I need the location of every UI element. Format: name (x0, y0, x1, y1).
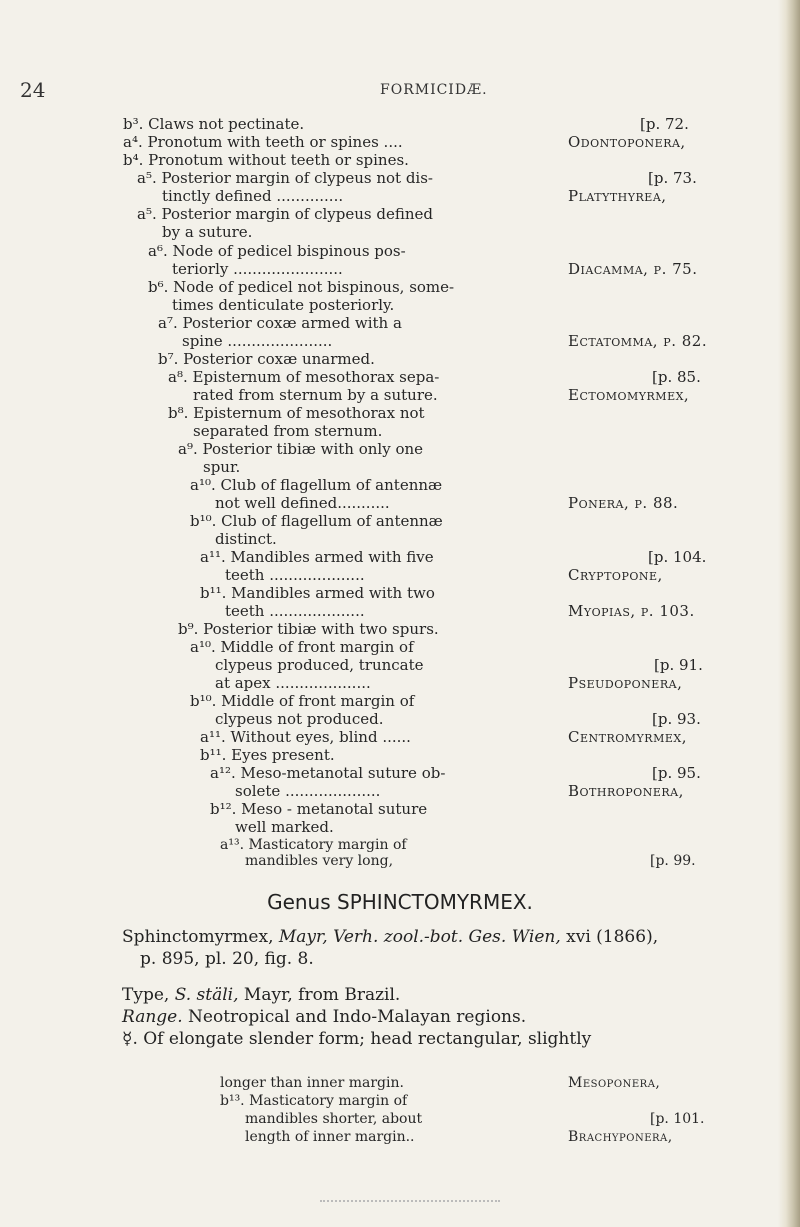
key-line: tinctly defined .............. (162, 187, 344, 205)
key-line: teeth .................... (225, 602, 365, 620)
key-line: b⁴. Pronotum without teeth or spines. (123, 151, 409, 169)
key-line: a¹⁰. Club of flagellum of antennæ (190, 476, 443, 494)
genus-heading: Genus SPHINCTOMYRMEX. (267, 890, 533, 914)
range-line (122, 1006, 526, 1028)
key-line: b⁹. Posterior tibiæ with two spurs. (178, 620, 439, 638)
key-line: b¹⁰. Middle of front margin of (190, 692, 415, 710)
citation-volume: xvi (1866), (560, 927, 659, 947)
genus-reference: Cryptopone, (568, 566, 663, 584)
key-line: a⁷. Posterior coxæ armed with a (158, 314, 402, 332)
key-line: b⁸. Episternum of mesothorax not (168, 404, 425, 422)
range-label: Range. (122, 1007, 183, 1027)
key-reference: [p. 93. (652, 710, 701, 728)
worker-symbol: ☿ (122, 1029, 133, 1049)
key-line: separated from sternum. (193, 422, 383, 440)
type-species: S. stäli, (174, 985, 239, 1005)
key-line: b¹¹. Eyes present. (200, 746, 335, 764)
key-reference: [p. 104. (648, 548, 707, 566)
key-line: at apex .................... (215, 674, 371, 692)
key-reference: [p. 91. (654, 656, 703, 674)
genus-reference: Ectatomma, p. 82. (568, 332, 708, 350)
type-rest: Mayr, from Brazil. (238, 985, 401, 1005)
key-line: a⁹. Posterior tibiæ with only one (178, 440, 424, 458)
key-line: a⁶. Node of pedicel bispinous pos- (148, 242, 406, 260)
scan-artifact-dots (320, 1200, 500, 1202)
genus-reference: Ectomomyrmex, (568, 386, 690, 404)
genus-reference: Odontoponera, (568, 133, 686, 151)
key-line: spine ...................... (182, 332, 333, 350)
key-reference: [p. 95. (652, 764, 701, 782)
citation-line-2: p. 895, pl. 20, fig. 8. (140, 949, 314, 969)
key-line: b⁶. Node of pedicel not bispinous, some- (148, 278, 455, 296)
key-line: a¹³. Masticatory margin of (220, 837, 407, 853)
genus-reference: Pseudoponera, (568, 674, 683, 692)
key-line: well marked. (235, 818, 334, 836)
key-line: a⁵. Posterior margin of clypeus defined (137, 205, 433, 223)
type-line (122, 984, 400, 1006)
description-line (122, 1028, 591, 1050)
key-line: a⁵. Posterior margin of clypeus not dis- (137, 169, 433, 187)
page-number: 24 (20, 78, 46, 102)
key-line: length of inner margin.. (245, 1129, 415, 1145)
key-line: a¹⁰. Middle of front margin of (190, 638, 414, 656)
range-text: Neotropical and Indo-Malayan regions. (182, 1007, 527, 1027)
key-reference: [p. 99. (650, 853, 696, 869)
key-line: b¹¹. Mandibles armed with two (200, 584, 435, 602)
genus-reference: Ponera, p. 88. (568, 494, 679, 512)
key-line: b³. Claws not pectinate. (123, 115, 305, 133)
key-line: a⁴. Pronotum with teeth or spines .... (123, 133, 403, 151)
key-line: teriorly ....................... (172, 260, 343, 278)
key-reference: [p. 101. (650, 1111, 705, 1127)
key-reference: [p. 72. (640, 115, 689, 133)
key-line: times denticulate posteriorly. (172, 296, 395, 314)
key-line: spur. (203, 458, 241, 476)
genus-reference: Brachyponera, (568, 1129, 673, 1145)
key-line: mandibles very long, (245, 853, 394, 869)
key-line: a¹¹. Mandibles armed with five (200, 548, 434, 566)
key-line: b¹². Meso - metanotal suture (210, 800, 428, 818)
key-line: clypeus produced, truncate (215, 656, 424, 674)
key-reference: [p. 85. (652, 368, 701, 386)
genus-reference: Platythyrea, (568, 187, 667, 205)
page-edge (778, 0, 800, 1227)
type-label: Type, (122, 985, 175, 1005)
key-line: b¹³. Masticatory margin of (220, 1093, 408, 1109)
key-line: a¹¹. Without eyes, blind ...... (200, 728, 411, 746)
genus-reference: Bothroponera, (568, 782, 684, 800)
key-line: clypeus not produced. (215, 710, 384, 728)
genus-reference: Myopias, p. 103. (568, 602, 695, 620)
key-line: by a suture. (162, 223, 253, 241)
key-line: a¹². Meso-metanotal suture ob- (210, 764, 446, 782)
running-title: FORMICIDÆ. (380, 82, 488, 98)
key-line: mandibles shorter, about (245, 1111, 423, 1127)
key-line: solete .................... (235, 782, 381, 800)
description-text: . Of elongate slender form; head rectangular, slightly (132, 1029, 592, 1049)
key-line: b¹⁰. Club of flagellum of antennæ (190, 512, 443, 530)
genus-reference: Mesoponera, (568, 1075, 661, 1091)
key-line: not well defined........... (215, 494, 390, 512)
citation-line (122, 926, 658, 948)
key-reference: [p. 73. (648, 169, 697, 187)
citation-genus: Sphinctomyrmex, (122, 927, 279, 947)
key-line: teeth .................... (225, 566, 365, 584)
genus-reference: Diacamma, p. 75. (568, 260, 698, 278)
key-line: a⁸. Episternum of mesothorax sepa- (168, 368, 440, 386)
key-line: distinct. (215, 530, 277, 548)
key-line: b⁷. Posterior coxæ unarmed. (158, 350, 375, 368)
key-line: longer than inner margin. (220, 1075, 404, 1091)
citation-author: Mayr, Verh. zool.-bot. Ges. Wien, (278, 927, 561, 947)
key-line: rated from sternum by a suture. (193, 386, 438, 404)
genus-reference: Centromyrmex, (568, 728, 687, 746)
